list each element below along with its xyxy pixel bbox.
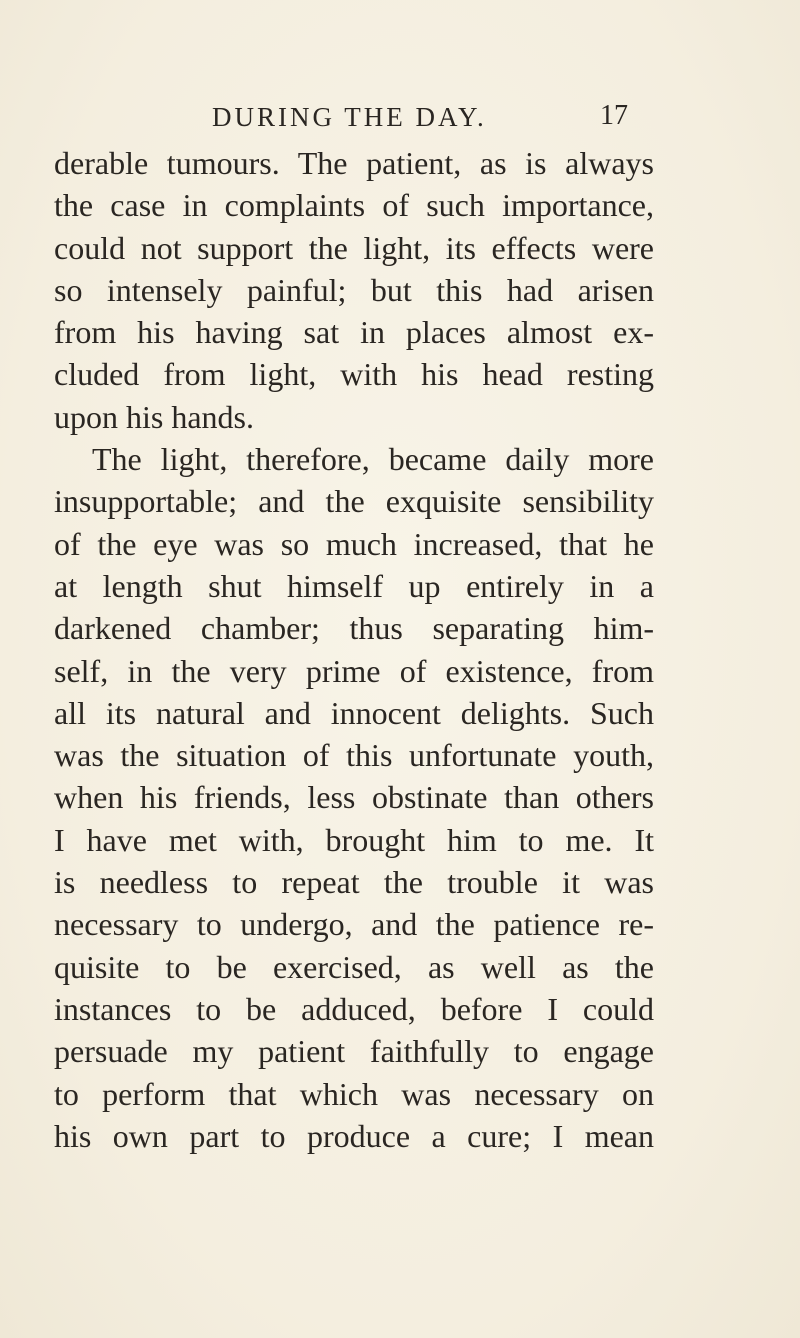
page-number: 17 xyxy=(600,100,628,131)
text-line: when his friends, less obstinate than others xyxy=(54,779,654,816)
text-line: I have met with, brought him to me. It xyxy=(54,821,654,858)
text-line: was the situation of this unfortunate youth, xyxy=(54,737,654,774)
text-line: insupportable; and the exquisite sensibility xyxy=(54,483,654,520)
text-line: at length shut himself up entirely in a xyxy=(54,567,654,604)
text-line: quisite to be exercised, as well as the xyxy=(54,948,654,985)
text-line: could not support the light, its effects were xyxy=(54,229,654,266)
text-line: derable tumours. The patient, as is always xyxy=(54,145,654,181)
text-line: darkened chamber; thus separating him- xyxy=(54,610,654,647)
text-line: of the eye was so much increased, that he xyxy=(54,525,654,562)
text-line: necessary to undergo, and the patience re- xyxy=(54,906,654,943)
text-line: his own part to produce a cure; I mean xyxy=(54,1117,654,1154)
text-line: to perform that which was necessary on xyxy=(54,1075,654,1112)
body-text xyxy=(54,142,654,1157)
text-line: persuade my patient faithfully to engage xyxy=(54,1033,654,1070)
text-line: self, in the very prime of existence, from xyxy=(54,652,654,689)
running-head xyxy=(0,96,800,136)
text-line: from his having sat in places almost ex- xyxy=(54,314,654,351)
text-line: the case in complaints of such importance, xyxy=(54,187,654,224)
text-line: cluded from light, with his head resting xyxy=(54,356,654,393)
text-line: so intensely painful; but this had arisen xyxy=(54,271,654,308)
running-title: DURING THE DAY. xyxy=(212,102,487,132)
text-line: is needless to repeat the trouble it was xyxy=(54,864,654,901)
text-line: The light, therefore, became daily more xyxy=(92,441,654,478)
text-line: instances to be adduced, before I could xyxy=(54,990,654,1027)
text-line: upon his hands. xyxy=(54,398,254,435)
text-line: all its natural and innocent delights. Such xyxy=(54,694,654,731)
